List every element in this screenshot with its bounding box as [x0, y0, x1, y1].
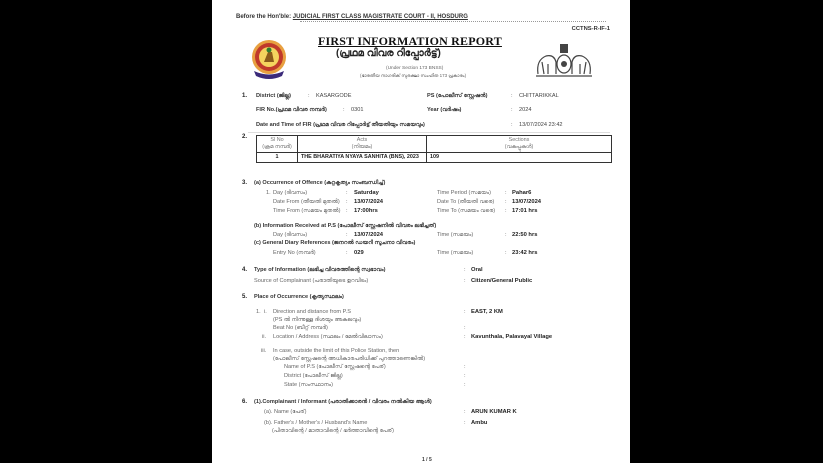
separator: : — [464, 409, 466, 415]
year-label: Year (വർഷം) — [427, 107, 462, 113]
time-to-label: Time To (സമയം വരെ) — [437, 208, 496, 214]
fir-no-value: 0301 — [351, 107, 364, 113]
state-label: State (സംസ്ഥാനം) — [284, 382, 334, 388]
separator: : — [505, 250, 507, 256]
general-diary-heading: (c) General Diary References (ജനറൽ ഡയറി സൂചനാ വിവരം) — [254, 240, 416, 246]
ps-name-label: Name of P.S (പോലീസ് സ്റ്റേഷന്റെ പേര്) — [284, 364, 386, 370]
separator: : — [343, 107, 345, 113]
beat-no-label: Beat No (ബീറ്റ് നമ്പർ) — [273, 325, 328, 331]
separator: : — [346, 190, 348, 196]
separator: : — [505, 232, 507, 238]
received-time-value: 22:50 hrs — [512, 232, 538, 238]
separator: : — [346, 199, 348, 205]
column-header-text-ml: (നിയമം) — [351, 144, 373, 150]
section-2-number: 2. — [242, 134, 248, 140]
separator: : — [464, 325, 466, 331]
time-period-label: Time Period (സമയം) — [437, 190, 491, 196]
day-value: Saturday — [354, 190, 379, 196]
before-label: Before the Hon'ble: — [236, 14, 292, 20]
roman-iii: iii. — [261, 348, 267, 354]
section-4-number: 4. — [242, 267, 248, 273]
section-1-number: 1. — [242, 93, 248, 99]
divider — [248, 132, 610, 133]
separator: : — [505, 208, 507, 214]
document-title-ml: (പ്രഥമ വിവര റിപ്പോർട്ട്) — [336, 48, 441, 59]
section-6-number: 6. — [242, 399, 248, 405]
complainant-name-label: (a). Name (പേര്) — [264, 409, 307, 415]
time-from-value: 17:00hrs — [354, 208, 378, 214]
section-3-number: 3. — [242, 180, 248, 186]
date-from-value: 13/07/2024 — [354, 199, 384, 205]
column-header-text: Sl No — [270, 137, 284, 143]
date-from-label: Date From (തീയതി മുതൽ) — [273, 199, 340, 205]
location-label: Location / Address (സ്ഥലം / മേൽവിലാസം) — [273, 334, 383, 340]
other-district-label: District (പോലീസ് ജില്ല) — [284, 373, 343, 379]
fir-document-page — [212, 0, 630, 463]
time-period-value: Pahar6 — [512, 190, 532, 196]
roman-i: i. — [264, 309, 267, 315]
separator: : — [464, 278, 466, 284]
item-number: 1. — [266, 190, 271, 196]
separator: : — [346, 232, 348, 238]
cell-sections: 109 — [427, 153, 612, 163]
gd-time-value: 23:42 hrs — [512, 250, 538, 256]
acts-sections-table — [256, 135, 612, 163]
document-title: FIRST INFORMATION REPORT — [318, 34, 502, 48]
separator: : — [511, 122, 513, 128]
entry-no-value: 029 — [354, 250, 364, 256]
separator: : — [346, 250, 348, 256]
direction-value: EAST, 2 KM — [471, 309, 503, 315]
source-label: Source of Complainant (പരാതിയുടെ ഉറവിടം) — [254, 278, 369, 284]
date-to-label: Date To (തീയതി വരെ) — [437, 199, 495, 205]
day-label: Day (ദിവസം) — [273, 190, 308, 196]
column-header-text: Acts — [356, 137, 368, 143]
court-underline — [300, 21, 606, 22]
table-row — [257, 153, 612, 163]
complainant-name-value: ARUN KUMAR K — [471, 409, 517, 415]
date-to-value: 13/07/2024 — [512, 199, 542, 205]
complainant-heading: (1).Complainant / Informant (പരാതിക്കാരൻ / വിവരം നൽകിയ ആൾ) — [254, 399, 432, 405]
year-value: 2024 — [519, 107, 532, 113]
district-label: District (ജില്ല) — [256, 93, 292, 99]
direction-label: Direction and distance from P.S — [273, 309, 351, 315]
separator: : — [346, 208, 348, 214]
separator: : — [464, 267, 466, 273]
source-value: Citizen/General Public — [471, 278, 533, 284]
form-code: CCTNS-R-IF-1 — [571, 26, 610, 32]
type-of-information-label: Type of Information (ലഭിച്ച വിവരത്തിന്റെ സ്വഭാവം) — [254, 267, 386, 273]
occurrence-heading: (a) Occurrence of Offence (കുറ്റകൃത്യം സംബന്ധിച്ച്) — [254, 180, 386, 186]
roman-ii: ii. — [262, 334, 267, 340]
column-header-sections — [427, 136, 612, 153]
column-header-acts — [298, 136, 427, 153]
fir-datetime-value: 13/07/2024 23:42 — [519, 122, 563, 128]
column-header-text-ml: (ക്രമ നമ്പർ) — [262, 144, 292, 150]
separator: : — [505, 199, 507, 205]
separator: : — [505, 190, 507, 196]
time-to-value: 17:01 hrs — [512, 208, 538, 214]
column-header-sl-no — [257, 136, 298, 153]
kerala-state-emblem-icon — [532, 40, 596, 84]
section-5-number: 5. — [242, 294, 248, 300]
separator: : — [464, 364, 466, 370]
outside-limit-label: In case, outside the limit of this Police Station, then — [273, 348, 400, 354]
court-line — [236, 14, 468, 20]
separator: : — [464, 373, 466, 379]
separator: : — [464, 309, 466, 315]
received-day-label: Day (ദിവസം) — [273, 232, 308, 238]
separator: : — [464, 420, 466, 426]
place-of-occurrence-heading: Place of Occurrence (കൃത്യസ്ഥലം) — [254, 294, 344, 300]
separator: : — [511, 93, 513, 99]
item-number: 1. — [256, 309, 261, 315]
column-header-text: Sections — [508, 137, 530, 143]
ps-value: CHITTARIKKAL — [519, 93, 559, 99]
under-section-ml: (ഭാരതീയ നാഗരിക് സുരക്ഷാ സംഹിത 173 പ്രകാരം) — [360, 73, 467, 78]
direction-label-ml: (PS ൽ നിന്നുള്ള ദിശയും അകലവും) — [273, 317, 362, 323]
ps-label: PS (പോലീസ് സ്റ്റേഷൻ) — [427, 93, 488, 99]
district-value: KASARGODE — [316, 93, 352, 99]
court-name: JUDICIAL FIRST CLASS MAGISTRATE COURT - II, HOSDURG — [292, 14, 468, 20]
column-header-text-ml: (വകുപ്പുകൾ) — [504, 144, 534, 150]
time-from-label: Time From (സമയം മുതൽ) — [273, 208, 341, 214]
kerala-police-emblem-icon — [248, 38, 290, 82]
separator: : — [464, 334, 466, 340]
separator: : — [464, 382, 466, 388]
info-received-heading: (b) Information Received at P.S (പോലീസ് സ്റ്റേഷനിൽ വിവരം ലഭിച്ചത്) — [254, 223, 437, 229]
separator: : — [308, 93, 310, 99]
entry-no-label: Entry No (നമ്പർ) — [273, 250, 316, 256]
gd-time-label: Time (സമയം) — [437, 250, 474, 256]
location-value: Kavunthala, Palavayal Village — [471, 334, 553, 340]
separator: : — [511, 107, 513, 113]
relative-name-label-ml: (പിതാവിന്റെ / മാതാവിന്റെ / ഭർത്താവിന്റെ പേര്) — [272, 428, 394, 434]
under-section: (Under Section 173 BNSS) — [386, 66, 444, 71]
page-number: 1 / 5 — [422, 457, 432, 463]
relative-name-label: (b). Father's / Mother's / Husband's Name — [264, 420, 368, 426]
fir-no-label: FIR No.(പ്രഥമ വിവര നമ്പർ) — [256, 107, 327, 113]
cell-sl-no: 1 — [257, 153, 298, 163]
received-day-value: 13/07/2024 — [354, 232, 384, 238]
table-header-row — [257, 136, 612, 153]
cell-act: THE BHARATIYA NYAYA SANHITA (BNS), 2023 — [298, 153, 427, 163]
received-time-label: Time (സമയം) — [437, 232, 474, 238]
type-of-information-value: Oral — [471, 267, 483, 273]
fir-datetime-label: Date and Time of FIR (പ്രഥമ വിവര റിപ്പോർട്ട് തീയതിയും സമയവും) — [256, 122, 425, 128]
outside-limit-label-ml: (പോലീസ് സ്റ്റേഷന്റെ അധികാരപരിധിക്ക് പുറത്താണെങ്കിൽ) — [273, 356, 426, 362]
relative-name-value: Ambu — [471, 420, 488, 426]
